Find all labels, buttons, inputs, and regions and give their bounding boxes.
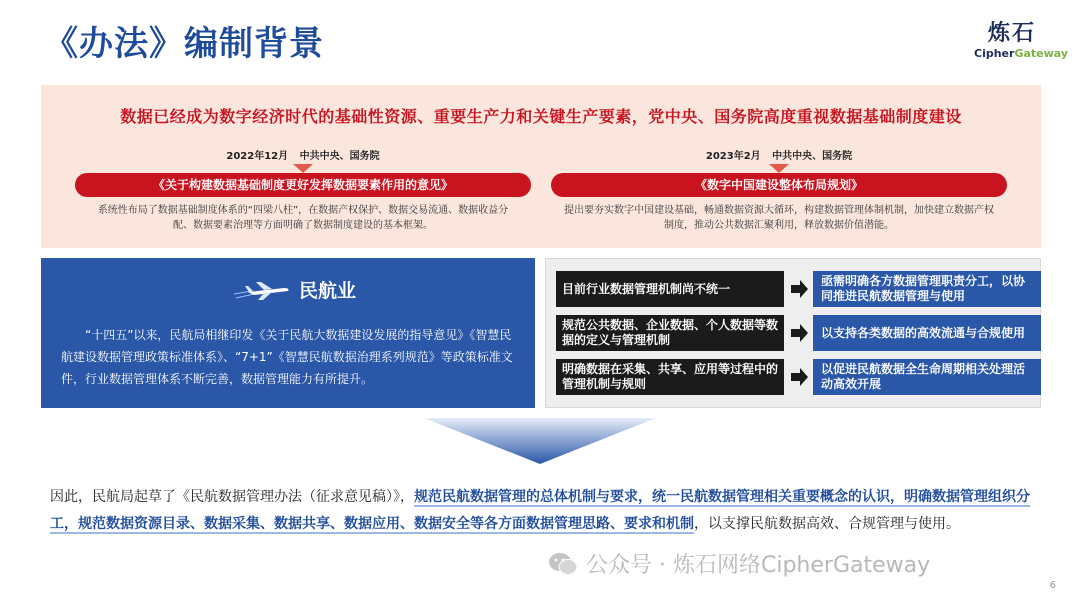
- wechat-watermark: [548, 548, 930, 579]
- conclusion-paragraph: [50, 484, 1040, 538]
- sector-title: 民航业: [299, 280, 357, 302]
- right-arrow-icon: [789, 367, 809, 387]
- airplane-icon: [234, 280, 290, 302]
- issue-goal: 亟需明确各方数据管理职责分工，以协同推进民航数据管理与使用: [813, 271, 1041, 307]
- page-title: 《办法》编制背景: [44, 24, 324, 64]
- conclusion-tail: ，以支撑民航数据高效、合规管理与使用。: [694, 516, 960, 532]
- policy-background-panel: [41, 85, 1041, 248]
- issue-problem: 明确数据在采集、共享、应用等过程中的管理机制与规则: [556, 359, 784, 395]
- doc-date: 2023年2月: [705, 151, 761, 162]
- logo-en-prefix: Cipher: [974, 47, 1015, 60]
- civil-aviation-panel: [41, 258, 535, 408]
- issue-goal: 以支持各类数据的高效流通与合规使用: [813, 315, 1041, 351]
- right-arrow-icon: [789, 323, 809, 343]
- wechat-icon: [548, 552, 578, 576]
- conclusion-highlight-2: 明确数据管理组织分工，规范数据资源目录、数据采集、数据共享、数据应用、数据安全等各方面数据管理思路、要求和机制: [50, 489, 1030, 532]
- policy-doc-2: [551, 147, 1007, 233]
- doc-meta: [551, 147, 1007, 162]
- conclusion-highlight-1: 规范民航数据管理的总体机制与要求，统一民航数据管理相关重要概念的认识，: [414, 489, 904, 505]
- doc-date: 2022年12月: [226, 151, 289, 162]
- page-number: 6: [1049, 580, 1056, 591]
- logo-text-en: [974, 47, 1069, 60]
- policy-doc-1: [75, 147, 531, 233]
- logo-en-suffix: Gateway: [1014, 47, 1069, 60]
- doc-issuer: 中共中央、国务院: [772, 151, 853, 162]
- conclusion-lead: 因此，民航局起草了《民航数据管理办法（征求意见稿）》，: [50, 489, 414, 505]
- issues-panel: [545, 258, 1041, 408]
- issue-problem: 目前行业数据管理机制尚不统一: [556, 271, 784, 307]
- company-logo: [974, 16, 1069, 60]
- issue-row: [556, 315, 1032, 351]
- doc-description: 提出要夯实数字中国建设基础，畅通数据资源大循环，构建数据管理体制机制，加快建立数据产权制度，推动公共数据汇聚利用，释放数据价值潜能。: [564, 205, 994, 231]
- issue-problem: 规范公共数据、企业数据、个人数据等数据的定义与管理机制: [556, 315, 784, 351]
- policy-headline: 数据已经成为数字经济时代的基础性资源、重要生产力和关键生产要素，党中央、国务院高度重视数据基础制度建设: [120, 107, 962, 126]
- doc-title-pill: 《数字中国建设整体布局规划》: [551, 173, 1007, 197]
- doc-issuer: 中共中央、国务院: [299, 151, 380, 162]
- sector-description: “十四五”以来，民航局相继印发《关于民航大数据建设发展的指导意见》《智慧民航建设数据管理政策标准体系》、“7+1”《智慧民航数据治理系列规范》等政策标准文件，行业数据管理体系不断完善，数据管理能力有所提升。: [61, 328, 513, 386]
- issue-row: [556, 271, 1032, 307]
- down-chevron-icon: [424, 418, 656, 464]
- down-arrow-icon: [293, 164, 313, 173]
- watermark-text: 公众号 · 炼石网络CipherGateway: [586, 553, 931, 578]
- doc-title-pill: 《关于构建数据基础制度更好发挥数据要素作用的意见》: [75, 173, 531, 197]
- issue-row: [556, 359, 1032, 395]
- down-arrow-icon: [769, 164, 789, 173]
- doc-meta: [75, 147, 531, 162]
- logo-text-cn: 炼石: [987, 21, 1036, 46]
- right-arrow-icon: [789, 279, 809, 299]
- doc-description: 系统性布局了数据基础制度体系的“四梁八柱”，在数据产权保护、数据交易流通、数据收益分配、数据要素治理等方面明确了数据制度建设的基本框架。: [97, 205, 509, 231]
- issue-goal: 以促进民航数据全生命周期相关处理活动高效开展: [813, 359, 1041, 395]
